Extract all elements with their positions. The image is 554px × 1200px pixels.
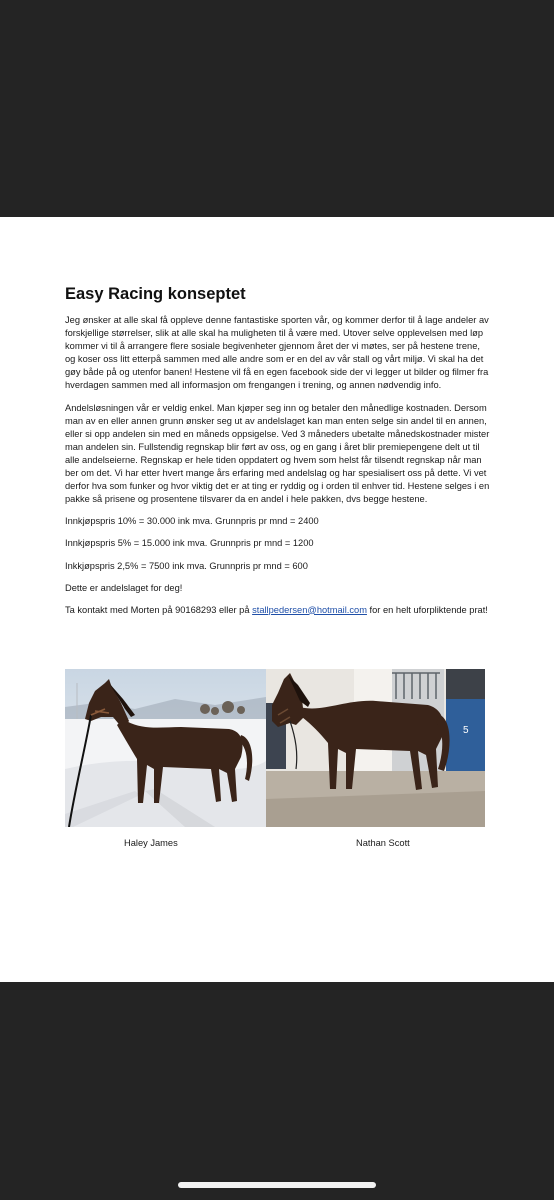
horse-photos [65, 669, 485, 827]
caption-haley-james: Haley James [124, 838, 178, 848]
contact-text-after: for en helt uforpliktende prat! [366, 604, 488, 615]
document-content [65, 283, 492, 626]
document-page [0, 217, 554, 982]
intro-paragraph: Jeg ønsker at alle skal få oppleve denne fantastiske sporten vår, og kommer derfor til å lage andeler av forskjellige størrelser, slik at alle skal ha muligheten til å være med. Utover selve opplevelsen med løp kommer vi til å arrangere flere sosiale begivenheter gjennom året der vi møtes, ser på hestene trene, og koser oss litt etterpå sammen med alle andre som er en del av vår stall og vårt miljø. Vi skal ha det gøy både på og utenfor banen! Hestene vil få en egen facebook side der vi legger ut bilder og filmer fra hverdagen sammen med all informasjon om frengangen i trening, og annen nødvendig info. [65, 315, 489, 391]
photo-nathan-scott [266, 669, 485, 827]
photo-haley-james [65, 669, 266, 827]
email-link[interactable]: stallpedersen@hotmail.com [252, 604, 367, 615]
home-indicator[interactable] [178, 1182, 376, 1188]
contact-text-before: Ta kontakt med Morten på 90168293 eller på [65, 604, 253, 615]
document-title: Easy Racing konseptet [65, 285, 246, 303]
stall-number: 5 [463, 725, 469, 736]
ownership-paragraph: Andelsløsningen vår er veldig enkel. Man kjøper seg inn og betaler den månedlige kostnaden. Dersom man av en eller annen grunn ønsker seg ut av andelslaget kan man enten selge sin andel til en annen, eller si opp andelen sin med en måneds oppsigelse. Ved 3 måneders ubetalte månedskostnader mister man andelen sin. Fullstendig regnskap blir ført av oss, og en gang i året blir premiepengene delt ut til alle andelseierne. Regnskap er hele tiden oppdatert og hvem som helst får tilsendt regnskap når man ber om det. Vi har etter hvert mange års erfaring med andelslag og har spesialisert oss på dette. Vi vet derfor hva som funker og hvor viktig det er at ting er ryddig og i orden til enhver tid. Hestene selges i en pakke så prisene og prosentene tilsvarer da en andel i hele pakken, dvs begge hestene. [65, 402, 490, 505]
price-line-5-percent: Innkjøpspris 5% = 15.000 ink mva. Grunnpris pr mnd = 1200 [65, 538, 314, 549]
caption-nathan-scott: Nathan Scott [356, 838, 410, 848]
top-dark-area [0, 0, 554, 217]
contact-paragraph [65, 604, 492, 617]
price-line-2-5-percent: Inkkjøpspris 2,5% = 7500 ink mva. Grunnpris pr mnd = 600 [65, 560, 308, 571]
bottom-dark-area [0, 982, 554, 1200]
closing-line: Dette er andelslaget for deg! [65, 582, 183, 593]
price-line-10-percent: Innkjøpspris 10% = 30.000 ink mva. Grunnpris pr mnd = 2400 [65, 516, 319, 527]
